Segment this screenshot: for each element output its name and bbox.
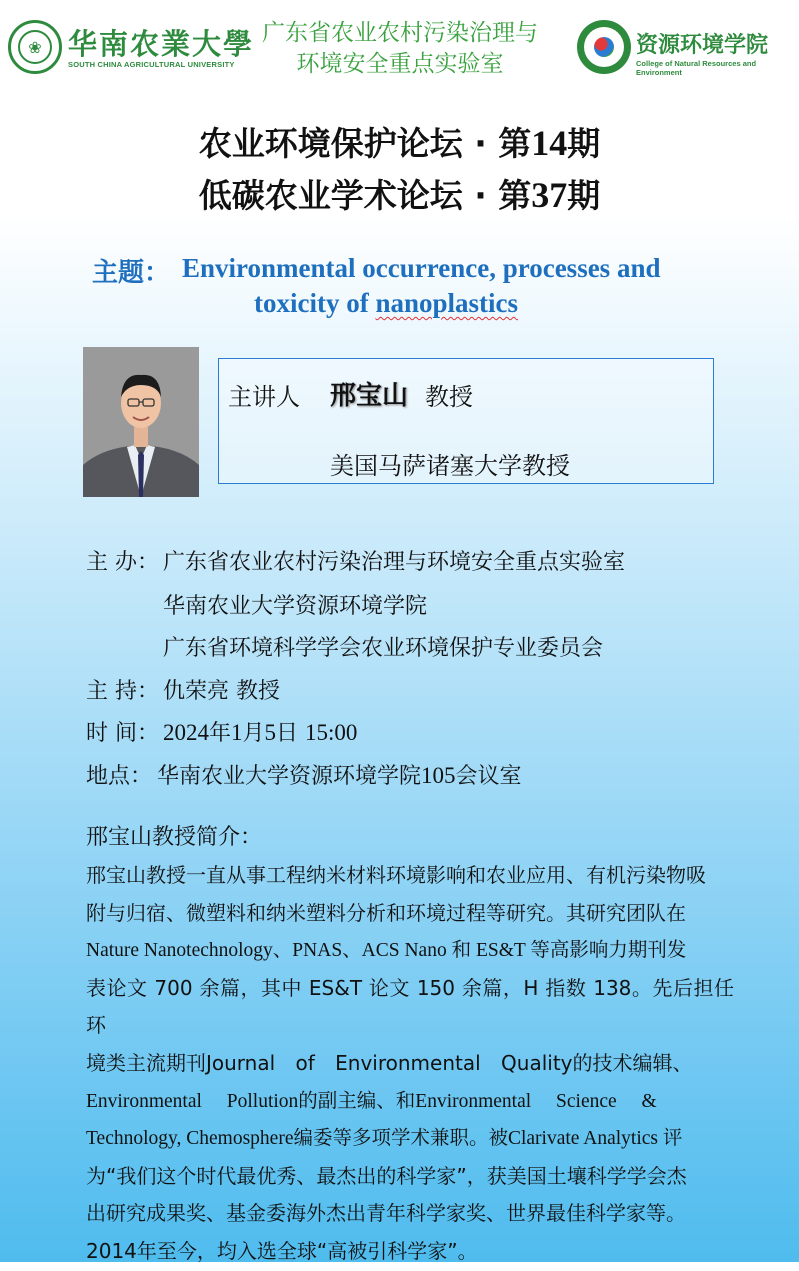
topic-line-2: toxicity of nanoplastics [254, 288, 519, 318]
speaker-photo [83, 347, 199, 497]
college-name-en: College of Natural Resources and Environment [636, 59, 757, 77]
lab-name [240, 18, 560, 80]
speaker-affiliation: 美国马萨诸塞大学教授 [330, 452, 570, 480]
event-place: 华南农业大学资源环境学院105会议室 [157, 763, 522, 789]
chair-name: 仇荣亮 教授 [163, 679, 280, 704]
bio-text [86, 857, 734, 1271]
bio-line: 表论文 700 余篇，其中 ES&T 论文 150 余篇，H 指数 138。先后担任环 [86, 975, 734, 1038]
bio-line: 出研究成果奖、基金委海外杰出青年科学家奖、世界最佳科学家等。 [86, 1201, 686, 1226]
bio-line: Nature Nanotechnology、PNAS、ACS Nano 和 ES&T 等高影响力期刊发 [86, 940, 687, 962]
speaker-label: 主讲人 [228, 383, 300, 411]
chair-label: 主 持： [86, 679, 159, 704]
college-name-cn: 资源环境学院 [636, 33, 769, 58]
university-seal-icon: ❀ [18, 30, 52, 64]
university-name-en: SOUTH CHINA AGRICULTURAL UNIVERSITY [68, 60, 235, 69]
host-org-3: 广东省环境科学学会农业环境保护专业委员会 [163, 636, 604, 661]
topic-line-1: Environmental occurrence, processes and [182, 253, 661, 283]
host-org-1: 广东省农业农村污染治理与环境安全重点实验室 [163, 550, 626, 575]
host-label: 主 办： [86, 550, 159, 575]
lab-name-line2: 环境安全重点实验室 [296, 51, 504, 77]
bio-line: 附与归宿、微塑料和纳米塑料分析和环境过程等研究。其研究团队在 [86, 900, 686, 925]
forum-title-1: 农业环境保护论坛 · 第14期 [198, 123, 601, 163]
bio-line: 2014年至今，均入选全球“高被引科学家”。 [86, 1238, 478, 1263]
bio-heading: 邢宝山教授简介： [86, 825, 263, 850]
lab-name-line1: 广东省农业农村污染治理与 [262, 20, 538, 46]
speaker-title: 教授 [425, 383, 473, 411]
bio-line: 境类主流期刊Journal of Environmental Quality的技术编辑、 [86, 1050, 693, 1075]
bio-line: Environmental Pollution的副主编、和Environmental Science & [86, 1090, 657, 1112]
place-label: 地点： [86, 764, 153, 789]
bio-line: Technology, Chemosphere编委等多项学术兼职。被Clarivate Analytics 评 [86, 1128, 683, 1150]
time-label: 时 间： [86, 721, 159, 746]
speaker-name: 邢宝山 [330, 381, 409, 411]
university-logo [8, 20, 62, 74]
host-org-2: 华南农业大学资源环境学院 [163, 594, 428, 619]
forum-title-2: 低碳农业学术论坛 · 第37期 [198, 175, 601, 215]
university-name-cn: 华南农業大學 [68, 27, 255, 61]
speaker-portrait-icon [83, 347, 199, 497]
college-emblem-icon [594, 37, 614, 57]
bio-line: 为“我们这个时代最优秀、最杰出的科学家”，获美国土壤科学学会杰 [86, 1163, 687, 1188]
college-logo [577, 20, 631, 74]
topic-label: 主题： [92, 258, 171, 288]
event-time: 2024年1月5日 15:00 [163, 720, 358, 746]
bio-line: 邢宝山教授一直从事工程纳米材料环境影响和农业应用、有机污染物吸 [86, 863, 706, 887]
